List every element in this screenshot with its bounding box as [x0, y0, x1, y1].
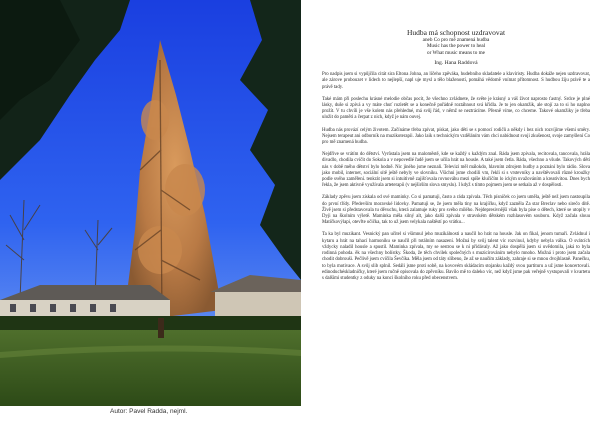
- article-paragraph: Nejdříve se vrátím do dětství. Vyrůstala jsem na maloměstě, kde se každý s každým znal. Ráda jsem zpívala, recitovala, tancovala, hrála divadlo, chodila cvičit do Sokola a v nepovedlé řadě jsem se učila hrát na housle. A také jsem četla. Ráda, všechno a všude. Takových dětí nás v době mého dětství bylo hodně. Nic jiného jsme neznali. Televizi měl málokdo, hlavním zdrojem hudby a poznání bylo rádio. Slova jako mobil, internet, sociální sítě ještě nebyly ve slovníku. Všichni jsme chodili vm, řekli si s vrstevníky a navštěvovali různé kroužky podle svého zaměření. tenkrát jsem si intuitivně zajišťovala rovnováhu mezi spíše klučičím lo ickým uvažováním a kreativitou. Dnes bych řekla, že jsem aktivně využívala arteterapii (v nejširším slova smyslu). I když s tímto pojmem jsem se setkala až v dospělosti.: [322, 152, 590, 189]
- article-title: Hudba má schopnost uzdravovat: [406, 28, 506, 37]
- article-subtitle-line: or What music means to me: [427, 49, 485, 56]
- article-paragraph: Hudba nás provází celým životem. Začínáme třeba zpívat, pískat, jako děti se s pomocí rodičů a někdy i bez nich rozvíjíme všemi směry. Nejsem terapeut ani odborník na muzikoterapii. Jako laik s technickým vzděláním vám chci nabídnout svoji zkušenost, svoje zamyšlení Co pro mě znamená hudba.: [322, 127, 590, 146]
- larch-tree-image: [0, 0, 301, 406]
- article-subtitle-line: Music has the power to heal: [426, 43, 486, 50]
- article-paragraph: Také mám při poslechu krásné melodie občas pocit, že všechno zvládnete, že světe je krásný a váš život naprosto ťastný. Srdce je plné lásky, duše si zpívá a vy máte chuť rozletět se a konečně pořádně roztáhnout svá křídla. Je to jen okamžik, ale stojí za to si ho naplno prožít. V tu chvíli je vše kolem nás přehledné, má svůj řád, v němž se neztrácíme. Přesně víme, co chceme. Takové okamžiky je třeba uložit do paměti a čerpat z nich, když je nám ouvej.: [322, 96, 590, 121]
- article-paragraph: Ta ka byl muzikant. Vesnický pan učitel si všimnul jeho muzikálnosti a naučil ho hrát na housle. Jak on fikal, jenom tumaři. Zvládnul i kytaru a hrát na tahací harmoniku se naučil při totálním nasazení. Možná by svůj talent víc rozvinul, kdyby nebyla válka. O svátcích vždycky naladil housle a spustil. Maminka zpívala, my se sestrou se k ní přidávaly. Až jako dospělá jsem si uvědomila, jaká to byla rodinná pohoda. ěk na všechny bolístky. Škoda, že těch chvilek společných s muzicírováním nebylo mnoho. Možná i proto jsem začala chodit dobrouši. Pečlivě jsem cvičila Ševčíka. Měla jsem od táty slíbeno, že až se naučím základy, zahraje si se mnou dvojhlasně. Panečku, to byla motivace. A svůj slib splnil. Sedáli jsme proti sobě, na kovovém skládacím stojanku každý svou partituru a už jsme koncertovali. edinoduchéskladničky, které jsem ručně opisovala do zpěvníku. Bavilo mě to daleko víc, než když jsme pak veřejně vystupovali v kvartetu s dalšími studentky z oduky na konci školního roku před obecenstvem.: [322, 232, 590, 281]
- article-subtitle-line: aneb Co pro mě znamená hudba: [422, 37, 490, 43]
- article-paragraph: Základy zpěvu jsem získala od své maminky. Co si pamatuji, často a ráda zpívala. Těch písniček co jsem uměla, ještě než jsem nastoupila do první třídy. Především moravské lidovky. Pamatuji se, že jsem měla tiny na krajíčku, když zazněla Za star Breclav nebo sirečo dítě. Živě jsem si představovala tu děvuchu, která zalamuje ruky pro svého milého. Nejdepresivnější však byla píse o dětech, které se utopily v Dyji na školním výletě. Maminka měla silný alt, jako další zpívala v stravském dětském rozhlasovém souboru. Když začala slouu Matičkovýlapi, otevřte očička, tak to už jsem velykala naštěstí po vrátku...: [322, 195, 590, 226]
- larch-tree-photo: [0, 0, 301, 406]
- photo-caption: Autor: Pavel Radda, nejml.: [110, 408, 188, 415]
- article-paragraph: Pro nadpis jsem si vypůjčila citát sira Eltona Johna, an líčeho zpěváka, hudebního skladatele a klavíristy. Hudba dokáže nejen uzdravovat, ale zárove probouzet v lidech to nejlepší, napl uje mysl a tělo blažeností, pomáhá vědomě vnímat přítomnost. S hudbou žiju právě te a právě tady.: [322, 72, 590, 90]
- article-author: Ing. Hana Raddová: [434, 60, 478, 67]
- article: [322, 28, 590, 288]
